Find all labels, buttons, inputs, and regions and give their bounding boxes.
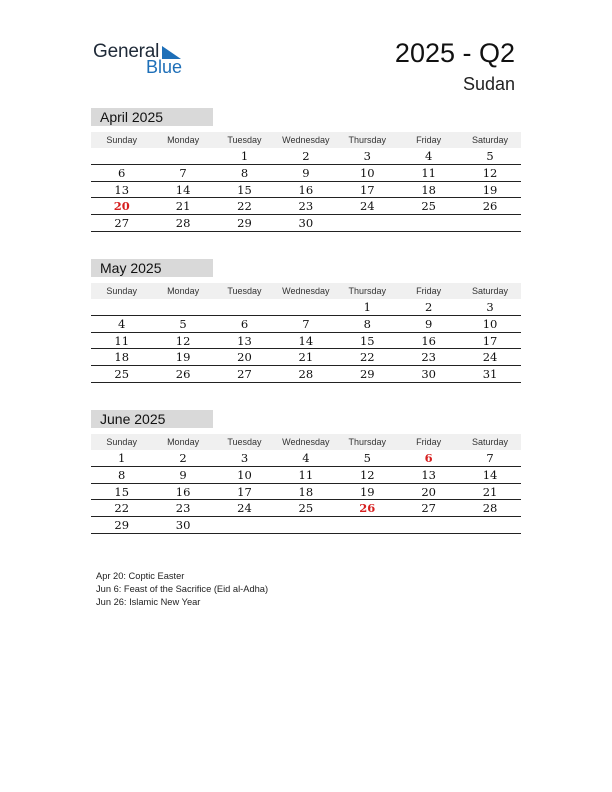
day-cell: 31 bbox=[482, 367, 498, 382]
weekday-header-row bbox=[91, 434, 521, 450]
day-cell: 12 bbox=[482, 165, 498, 180]
day-cell: 8 bbox=[363, 316, 371, 331]
day-cell: 1 bbox=[363, 300, 371, 314]
day-cell: 26 bbox=[482, 199, 498, 214]
day-cell: 22 bbox=[237, 199, 252, 214]
day-cell: 22 bbox=[359, 350, 375, 365]
day-cell: 9 bbox=[179, 467, 187, 482]
holiday-note: Apr 20: Coptic Easter bbox=[96, 571, 185, 581]
day-cell: 27 bbox=[114, 216, 130, 231]
day-cell: 27 bbox=[421, 501, 436, 516]
month-april bbox=[91, 108, 521, 232]
weekday-label: Friday bbox=[416, 135, 442, 145]
day-cell: 5 bbox=[363, 451, 371, 465]
month-title: April 2025 bbox=[91, 108, 213, 126]
day-cell: 28 bbox=[298, 367, 314, 382]
day-cell bbox=[152, 148, 213, 164]
day-cell: 21 bbox=[298, 350, 314, 365]
day-cell: 7 bbox=[302, 316, 310, 331]
day-cell: 13 bbox=[237, 333, 252, 348]
week-row bbox=[91, 484, 521, 501]
day-cell: 10 bbox=[359, 165, 375, 180]
day-cell: 24 bbox=[482, 350, 498, 365]
week-row bbox=[91, 316, 521, 333]
day-cell bbox=[337, 215, 398, 231]
day-cell: 2 bbox=[179, 451, 187, 465]
day-cell: 14 bbox=[298, 333, 314, 348]
day-cell: 18 bbox=[114, 350, 130, 365]
weekday-label: Monday bbox=[167, 437, 200, 447]
month-june bbox=[91, 410, 521, 534]
day-cell: 6 bbox=[240, 316, 249, 331]
week-row bbox=[91, 467, 521, 484]
week-row bbox=[91, 299, 521, 316]
day-cell: 3 bbox=[240, 451, 249, 465]
weekday-label: Tuesday bbox=[227, 135, 262, 145]
day-cell bbox=[459, 517, 520, 533]
day-cell bbox=[459, 215, 520, 231]
day-cell: 17 bbox=[359, 182, 375, 197]
week-row bbox=[91, 500, 521, 517]
weekday-label: Thursday bbox=[348, 135, 387, 145]
day-cell: 9 bbox=[302, 165, 310, 180]
day-cell: 17 bbox=[237, 484, 252, 499]
day-cell: 25 bbox=[298, 501, 314, 516]
month-title: June 2025 bbox=[91, 410, 213, 428]
weekday-label: Monday bbox=[167, 286, 200, 296]
day-cell: 19 bbox=[482, 182, 498, 197]
day-cell: 7 bbox=[486, 451, 494, 465]
day-cell: 5 bbox=[486, 149, 494, 163]
weekday-label: Saturday bbox=[472, 286, 509, 296]
month-title: May 2025 bbox=[91, 259, 213, 277]
day-cell: 29 bbox=[359, 367, 375, 382]
week-row bbox=[91, 165, 521, 182]
day-cell: 23 bbox=[298, 199, 314, 214]
day-cell: 10 bbox=[237, 467, 252, 482]
day-cell: 14 bbox=[175, 182, 191, 197]
day-cell bbox=[91, 299, 152, 315]
holiday-note: Jun 26: Islamic New Year bbox=[96, 597, 201, 608]
day-cell: 19 bbox=[175, 350, 191, 365]
day-cell: 9 bbox=[424, 316, 433, 331]
day-cell: 12 bbox=[359, 467, 375, 482]
day-cell: 6 bbox=[118, 165, 126, 180]
country-name: Sudan bbox=[462, 74, 515, 94]
day-cell: 30 bbox=[298, 216, 314, 231]
logo-general-text: General bbox=[93, 41, 160, 62]
day-cell bbox=[91, 148, 152, 164]
weekday-label: Thursday bbox=[348, 437, 387, 447]
day-cell: 3 bbox=[486, 300, 494, 314]
day-cell: 1 bbox=[240, 149, 249, 163]
day-cell: 4 bbox=[302, 451, 310, 465]
weekday-label: Thursday bbox=[348, 286, 387, 296]
day-cell: 23 bbox=[175, 501, 191, 516]
weekday-label: Wednesday bbox=[282, 437, 330, 447]
week-row bbox=[91, 148, 521, 165]
holiday-day-cell: 6 bbox=[424, 451, 433, 465]
day-cell: 2 bbox=[302, 149, 310, 163]
day-cell: 26 bbox=[175, 367, 191, 382]
weekday-label: Friday bbox=[416, 437, 442, 447]
day-cell: 25 bbox=[114, 367, 130, 382]
day-cell: 13 bbox=[421, 467, 436, 482]
day-cell: 25 bbox=[421, 199, 436, 214]
day-cell: 30 bbox=[175, 518, 191, 533]
weekday-label: Sunday bbox=[106, 135, 137, 145]
day-cell: 11 bbox=[298, 467, 314, 482]
weekday-label: Sunday bbox=[106, 286, 137, 296]
weekday-label: Monday bbox=[167, 135, 200, 145]
weekday-header-row bbox=[91, 283, 521, 299]
weekday-label: Wednesday bbox=[282, 286, 330, 296]
day-cell: 11 bbox=[114, 333, 130, 348]
holiday-day-cell: 20 bbox=[113, 199, 130, 214]
weekday-label: Sunday bbox=[106, 437, 137, 447]
week-row bbox=[91, 517, 521, 534]
day-cell bbox=[214, 299, 275, 315]
day-cell bbox=[275, 517, 336, 533]
day-cell: 1 bbox=[118, 451, 126, 465]
weekday-label: Tuesday bbox=[227, 286, 262, 296]
day-cell: 8 bbox=[240, 165, 249, 180]
day-cell: 16 bbox=[421, 333, 436, 348]
weekday-label: Saturday bbox=[472, 437, 509, 447]
week-row bbox=[91, 450, 521, 467]
day-cell bbox=[398, 517, 459, 533]
day-cell: 2 bbox=[424, 300, 433, 314]
week-row bbox=[91, 333, 521, 350]
day-cell: 7 bbox=[179, 165, 187, 180]
holiday-notes bbox=[96, 570, 268, 610]
day-cell: 29 bbox=[114, 518, 130, 533]
holiday-note: Jun 6: Feast of the Sacrifice (Eid al-Adha) bbox=[96, 584, 269, 595]
day-cell: 22 bbox=[114, 501, 130, 516]
day-cell: 20 bbox=[237, 350, 252, 365]
day-cell: 24 bbox=[237, 501, 252, 516]
day-cell: 16 bbox=[175, 484, 191, 499]
weekday-label: Friday bbox=[416, 286, 442, 296]
week-row bbox=[91, 366, 521, 383]
day-cell: 23 bbox=[421, 350, 436, 365]
day-cell bbox=[337, 517, 398, 533]
day-cell: 21 bbox=[482, 484, 498, 499]
day-cell: 14 bbox=[482, 467, 498, 482]
day-cell: 19 bbox=[359, 484, 375, 499]
day-cell: 21 bbox=[175, 199, 191, 214]
day-cell bbox=[275, 299, 336, 315]
weekday-label: Saturday bbox=[472, 135, 509, 145]
day-cell: 15 bbox=[114, 484, 130, 499]
logo-blue-text: Blue bbox=[146, 57, 183, 77]
day-cell bbox=[214, 517, 275, 533]
day-cell: 28 bbox=[482, 501, 498, 516]
day-cell: 15 bbox=[359, 333, 375, 348]
day-cell bbox=[152, 299, 213, 315]
logo bbox=[93, 40, 193, 80]
day-cell: 4 bbox=[424, 149, 433, 163]
day-cell: 15 bbox=[237, 182, 252, 197]
day-cell: 17 bbox=[482, 333, 498, 348]
day-cell: 27 bbox=[237, 367, 252, 382]
weekday-label: Wednesday bbox=[282, 135, 330, 145]
day-cell: 29 bbox=[237, 216, 252, 231]
month-may bbox=[91, 259, 521, 383]
day-cell: 13 bbox=[114, 182, 130, 197]
day-cell bbox=[398, 215, 459, 231]
day-cell: 3 bbox=[363, 149, 371, 163]
day-cell: 12 bbox=[175, 333, 191, 348]
week-row bbox=[91, 198, 521, 215]
day-cell: 20 bbox=[421, 484, 436, 499]
day-cell: 24 bbox=[359, 199, 375, 214]
weekday-label: Tuesday bbox=[227, 437, 262, 447]
page-title: 2025 - Q2 bbox=[394, 38, 515, 68]
day-cell: 10 bbox=[482, 316, 498, 331]
day-cell: 18 bbox=[421, 182, 436, 197]
day-cell: 8 bbox=[118, 467, 126, 482]
day-cell: 4 bbox=[118, 316, 126, 331]
day-cell: 5 bbox=[179, 316, 187, 331]
day-cell: 18 bbox=[298, 484, 314, 499]
day-cell: 28 bbox=[175, 216, 191, 231]
day-cell: 16 bbox=[298, 182, 314, 197]
week-row bbox=[91, 182, 521, 199]
day-cell: 30 bbox=[421, 367, 436, 382]
day-cell: 11 bbox=[421, 165, 436, 180]
holiday-day-cell: 26 bbox=[359, 501, 376, 516]
week-row bbox=[91, 349, 521, 366]
weekday-header-row bbox=[91, 132, 521, 148]
week-row bbox=[91, 215, 521, 232]
